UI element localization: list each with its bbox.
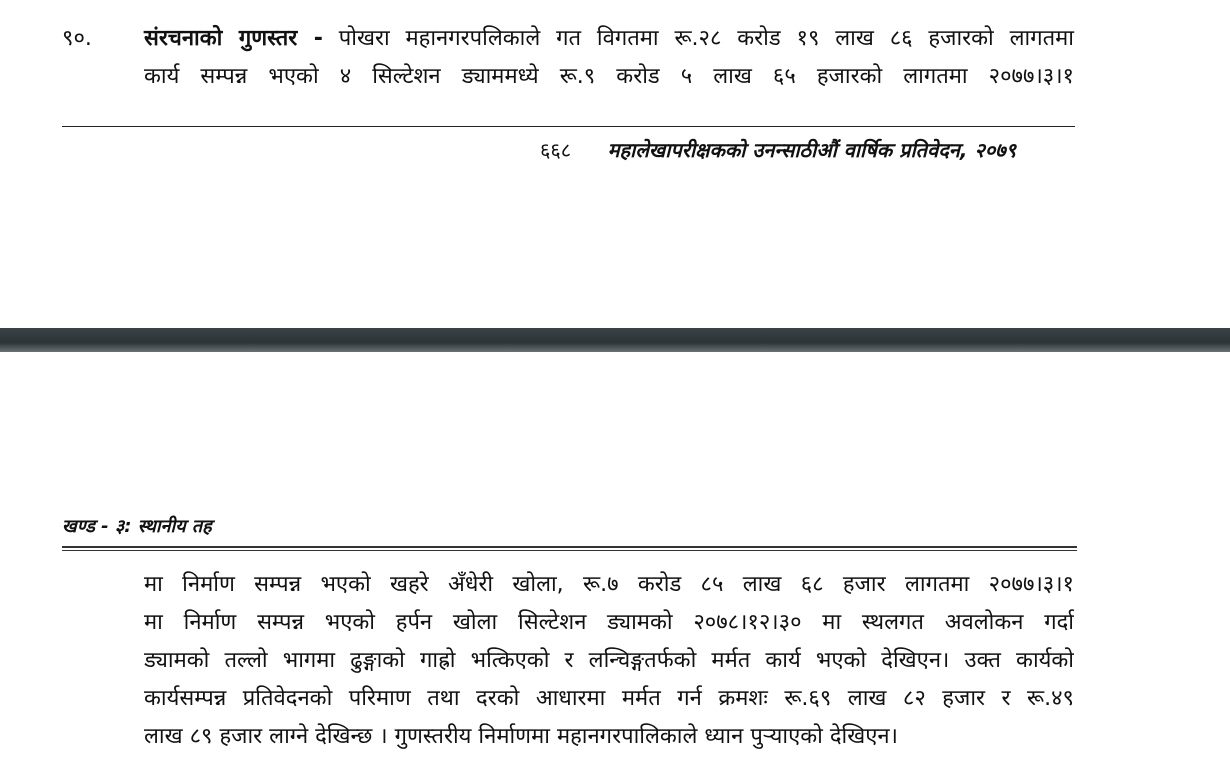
body-line-1: मा निर्माण सम्पन्न भएको खहरे अँधेरी खोला, रू.७ करोड ८५ लाख ६८ हजार लागतमा २०७७।३।१ <box>144 572 1074 597</box>
paragraph-line-2: कार्य सम्पन्न भएको ४ सिल्टेशन ड्याममध्ये रू.९ करोड ५ लाख ६५ हजारको लागतमा २०७७।३।१ <box>144 64 1074 89</box>
paragraph-line-1 <box>144 20 1074 58</box>
paragraph-number: ९०. <box>62 26 92 51</box>
body-line-4: कार्यसम्पन्न प्रतिवेदनको परिमाण तथा दरको आधारमा मर्मत गर्न क्रमशः रू.६९ लाख ८२ हजार र रू.४९ <box>144 686 1074 711</box>
footer-page-number: ६६८ <box>540 138 572 162</box>
header-rule-thin <box>62 550 1077 551</box>
paragraph-heading: संरचनाको गुणस्तर - <box>144 26 323 51</box>
top-page <box>0 0 1230 328</box>
paragraph-text <box>144 20 1074 96</box>
body-line-5: लाख ८९ हजार लाग्ने देखिन्छ । गुणस्तरीय निर्माणमा महानगरपालिकाले ध्यान पुर्‍याएको देखिएन। <box>144 724 898 749</box>
section-header: खण्ड - ३: स्थानीय तह <box>62 516 212 537</box>
page-separator <box>0 328 1230 352</box>
paragraph-line-1-text: पोखरा महानगरपलिकाले गत विगतमा रू.२८ करोड १९ लाख ८६ हजारको लागतमा <box>338 26 1074 51</box>
body-paragraph <box>144 566 1074 756</box>
body-line-2: मा निर्माण सम्पन्न भएको हर्पन खोला सिल्टेशन ड्यामको २०७८।१२।३० मा स्थलगत अवलोकन गर्दा <box>144 610 1074 635</box>
footer-title: महालेखापरीक्षकको उनन्साठीऔं वार्षिक प्रतिवेदन, २०७९ <box>607 138 1017 162</box>
footer-rule <box>62 126 1075 127</box>
body-line-3: ड्यामको तल्लो भागमा ढुङ्गाको गाह्रो भत्किएको र लन्चिङ्गतर्फको मर्मत कार्य भएको देखिएन। उक्त कार्यको <box>144 648 1074 673</box>
page-footer <box>540 134 1075 166</box>
header-rule-thick <box>62 546 1077 548</box>
